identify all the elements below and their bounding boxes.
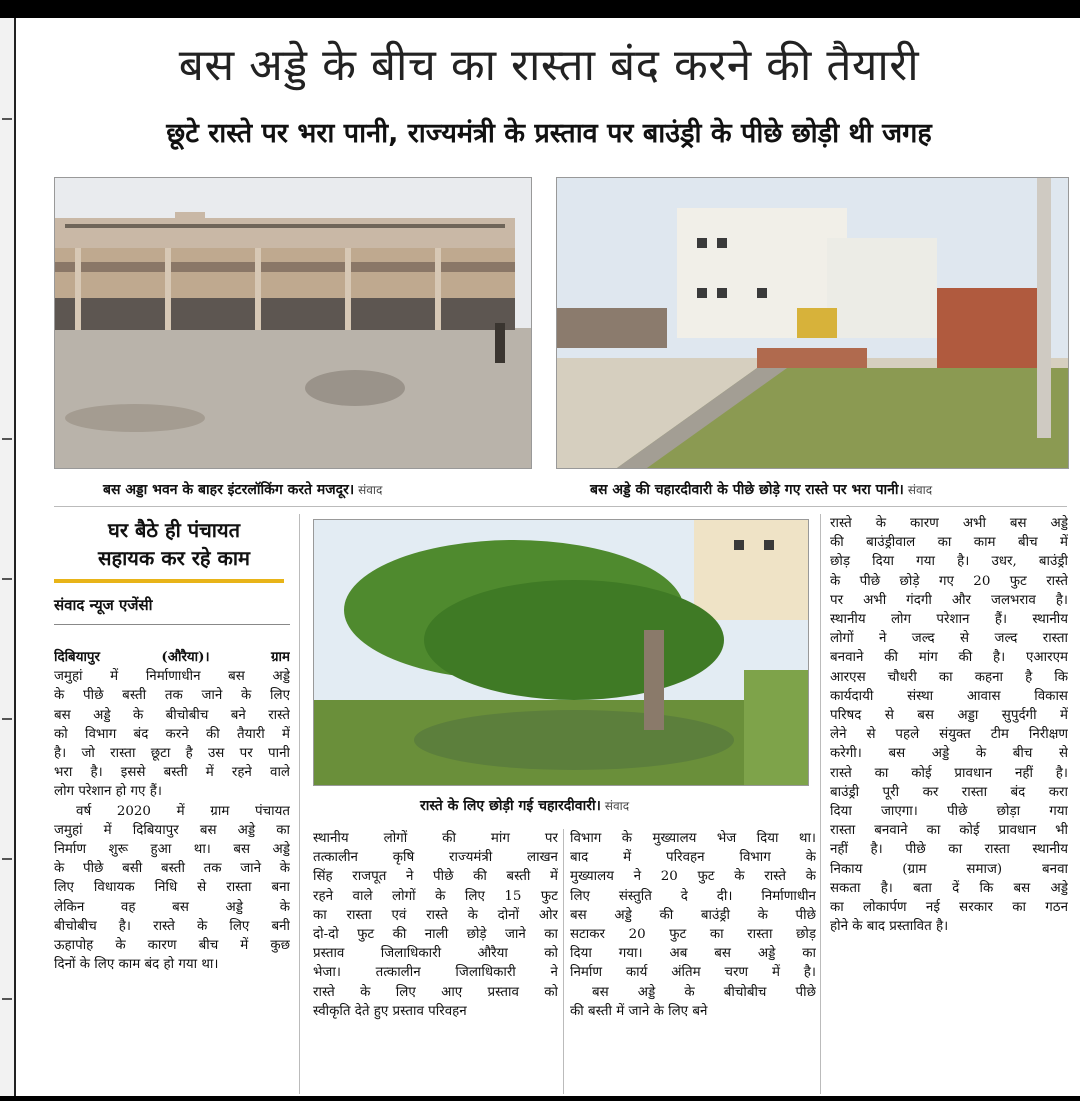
caption-text: बस अड्डे की चहारदीवारी के पीछे छोड़े गए रास्ते पर भरा पानी। xyxy=(590,482,904,498)
article-line: दिया जाएगा। पीछे छोड़ा गया xyxy=(830,804,1068,820)
article-line: करेगी। बस अड्डे के बीच से xyxy=(830,746,1068,762)
article-line: सिंह राजपूत ने पीछे की बस्ती में xyxy=(313,869,558,885)
article-line: भरा है। इससे बस्ती में रहने वाले xyxy=(54,765,290,781)
article-line: विभाग के मुख्यालय भेज दिया था। xyxy=(570,831,816,846)
article-line: बस अड्डे के बीचोबीच बने रास्ते xyxy=(54,707,290,723)
photo-boundary-gap xyxy=(313,519,809,786)
article-line: बीचोबीच है। रास्ते के लिए बनी xyxy=(54,918,290,934)
article-line: रहने वाले लोगों के लिए 15 फुट xyxy=(313,888,558,904)
article-line: ऊहापोह के कारण बीच में कुछ xyxy=(54,938,290,954)
article-line: लोग परेशान हो गए हैं। xyxy=(54,784,162,800)
article-line: निकाय (ग्राम समाज) बनवा xyxy=(830,861,1068,877)
bottom-black-border xyxy=(0,1096,1080,1101)
adjacent-page-strip xyxy=(0,18,16,1101)
article-line: लोगों ने जल्द से जल्द रास्ता xyxy=(830,631,1068,647)
article-line: दिनों के लिए काम बंद हो गया था। xyxy=(54,957,219,973)
article-line: परिषद से बस अड्डा सुपुर्दगी में xyxy=(830,708,1068,724)
article-line: आरएस चौधरी का कहना है कि xyxy=(830,669,1068,685)
article-line: दिबियापुर (औरैया)। ग्राम xyxy=(54,649,290,665)
article-line: सकता है। बता दें कि बस अड्डे xyxy=(830,880,1068,896)
photo-bus-stand-building xyxy=(54,177,532,469)
article-column-4 xyxy=(830,514,1068,936)
article-line: बस अड्डे की बाउंड्री के पीछे xyxy=(570,907,816,923)
photo-caption-2 xyxy=(590,480,932,500)
photo-waterlogged-road xyxy=(556,177,1069,469)
article-line: तत्कालीन कृषि राज्यमंत्री लाखन xyxy=(313,850,558,866)
column-rule xyxy=(563,829,564,1094)
article-line: लेने से पहले संयुक्त टीम निरीक्षण xyxy=(830,727,1068,743)
article-line: रास्ता बनवाने का कोई प्रावधान भी xyxy=(830,823,1068,839)
article-line: कार्यदायी संस्था आवास विकास xyxy=(830,688,1068,704)
photo-caption-3 xyxy=(420,796,629,816)
article-line: सटाकर 20 फुट का रास्ता छोड़ xyxy=(570,927,816,943)
photo-caption-1 xyxy=(103,480,382,500)
article-line: होने के बाद प्रस्तावित है। xyxy=(830,919,949,935)
sidebox-title xyxy=(54,516,294,572)
article-column-1 xyxy=(54,648,290,974)
article-line: स्वीकृति देते हुए प्रस्ताव परिवहन xyxy=(313,1003,467,1019)
article-line: रास्ते के कारण अभी बस अड्डे xyxy=(830,516,1068,531)
article-line: भेजा। तत्कालीन जिलाधिकारी ने xyxy=(313,965,558,981)
caption-credit: संवाद xyxy=(907,483,933,497)
article-line: के पीछे छोड़े गए 20 फुट रास्ते xyxy=(830,573,1068,589)
top-black-border xyxy=(0,0,1080,18)
caption-text: बस अड्डा भवन के बाहर इंटरलॉकिंग करते मजदूर। xyxy=(103,482,355,498)
article-line: निर्माण शुरू हुआ था। बस अड्डे xyxy=(54,842,290,858)
article-line: प्रस्ताव जिलाधिकारी औरैया को xyxy=(313,946,558,962)
article-line: के पीछे बसी बस्ती तक जाने के xyxy=(54,861,290,877)
article-line: जमुहां में निर्माणाधीन बस अड्डे xyxy=(54,669,290,685)
article-line: स्थानीय लोग परेशान हैं। स्थानीय xyxy=(830,612,1068,628)
article-line: की बस्ती में जाने के लिए बने xyxy=(570,1003,708,1019)
article-line: लिए संस्तुति दे दी। निर्माणाधीन xyxy=(570,888,816,904)
article-line: रास्ते के लिए आए प्रस्ताव को xyxy=(313,984,558,1000)
byline-rule xyxy=(54,624,290,625)
article-line: का लोकार्पण नई सरकार का गठन xyxy=(830,900,1068,916)
article-line: दो-दो फुट की नाली छोड़े जाने का xyxy=(313,927,558,943)
article-line: निर्माण कार्य अंतिम चरण में है। xyxy=(570,965,816,981)
article-line: छोड़ दिया गया है। उधर, बाउंड्री xyxy=(830,554,1068,570)
byline: संवाद न्यूज एजेंसी xyxy=(54,596,153,614)
article-line: को विभाग बंद करने की तैयारी में xyxy=(54,726,290,742)
article-line: बाउंड्री पूरी कर रास्ता बंद करा xyxy=(830,784,1068,800)
headline: बस अड्डे के बीच का रास्ता बंद करने की तैयारी xyxy=(178,40,920,91)
column-rule xyxy=(299,514,300,1094)
caption-text: रास्ते के लिए छोड़ी गई चहारदीवारी। xyxy=(420,798,601,814)
article-line: लेकिन वह बस अड्डे के xyxy=(54,899,290,915)
article-column-3 xyxy=(570,829,816,1021)
article-line: है। जो रास्ता छूटा है उस पर पानी xyxy=(54,746,290,762)
caption-credit: संवाद xyxy=(358,483,383,497)
sidebox-accent-rule xyxy=(54,579,284,583)
sidebox-title-line2: सहायक कर रहे काम xyxy=(97,546,250,570)
article-line: स्थानीय लोगों की मांग पर xyxy=(313,831,558,846)
article-line: बनवाने की मांग की है। एआरएम xyxy=(830,650,1068,666)
article-line: बस अड्डे के बीचोबीच पीछे xyxy=(592,984,816,1000)
article-line: नहीं है। पीछे का रास्ता स्थानीय xyxy=(830,842,1068,858)
article-line: के पीछे बस्ती तक जाने के लिए xyxy=(54,688,290,704)
article-line: वर्ष 2020 में ग्राम पंचायत xyxy=(76,803,290,819)
article-line: बाद में परिवहन विभाग के xyxy=(570,850,816,866)
column-rule xyxy=(820,514,821,1094)
article-column-2 xyxy=(313,829,558,1021)
caption-credit: संवाद xyxy=(604,799,630,813)
article-line: पर अभी गंदगी और जलभराव है। xyxy=(830,592,1068,608)
article-line: की बाउंड्रीवाल का काम बीच में xyxy=(830,535,1068,551)
article-line: दिया गया। अब बस अड्डे का xyxy=(570,946,816,962)
article-line: मुख्यालय ने 20 फुट के रास्ते के xyxy=(570,869,816,885)
sidebox-title-line1: घर बैठे ही पंचायत xyxy=(108,518,240,542)
subheadline: छूटे रास्ते पर भरा पानी, राज्यमंत्री के प्रस्ताव पर बाउंड्री के पीछे छोड़ी थी जगह xyxy=(166,118,932,149)
article-line: जमुहां में दिबियापुर बस अड्डे का xyxy=(54,822,290,838)
section-divider xyxy=(54,506,1067,507)
article-line: का रास्ता एवं रास्ते के दोनों ओर xyxy=(313,907,558,923)
article-line: लिए विधायक निधि से रास्ता बना xyxy=(54,880,290,896)
article-line: रास्ते का कोई प्रावधान नहीं है। xyxy=(830,765,1068,781)
